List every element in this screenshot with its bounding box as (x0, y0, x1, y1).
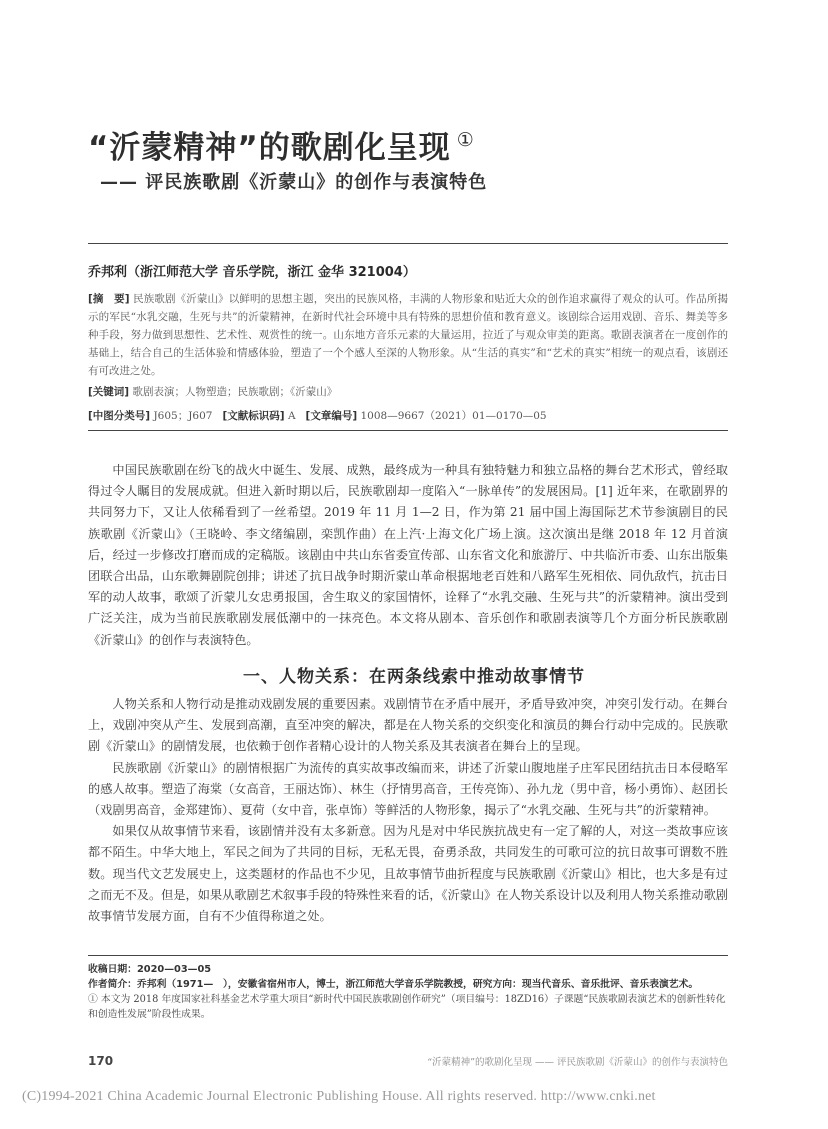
keywords-text: 歌剧表演；人物塑造；民族歌剧；《沂蒙山》 (132, 386, 338, 398)
section-body (88, 694, 728, 927)
header-divider (88, 243, 728, 244)
classification-line (88, 408, 728, 423)
author-line: 乔邦利（浙江师范大学 音乐学院，浙江 金华 321004） (88, 265, 416, 280)
footnote-divider (88, 955, 728, 956)
doc-code-label: [文献标识码] (222, 410, 285, 422)
intro-paragraph: 中国民族歌剧在纷飞的战火中诞生、发展、成熟，最终成为一种具有独特魅力和独立品格的舞台艺术形式，曾经取得过令人瞩目的发展成就。但进入新时期以后，民族歌剧却一度陷入“一脉单传”的发展困局。[1] 近年来，在歌剧界的共同努力下，又让人依稀看到了一丝希望。2019 年 11 月 1—2 日，作为第 21 届中国上海国际艺术节参演剧目的民族歌剧《沂蒙山》（王晓岭、李文绪编剧，栾凯作曲）在上汽·上海文化广场上演。这次演出是继 2018 年 12 月首演后，经过一步修改打磨而成的定稿版。该剧由中共山东省委宣传部、山东省文化和旅游厅、中共临沂市委、山东出版集团联合出品，山东歌舞剧院创排；讲述了抗日战争时期沂蒙山革命根据地老百姓和八路军生死相依、同仇敌忾，抗击日军的动人故事，歌颂了沂蒙儿女忠勇报国，舍生取义的家国情怀，诠释了“水乳交融、生死与共”的沂蒙精神。演出受到广泛关注，成为当前民族歌剧发展低潮中的一抹亮色。本文将从剧本、音乐创作和歌剧表演等几个方面分析民族歌剧《沂蒙山》的创作与表演特色。 (88, 463, 728, 647)
meta-divider (88, 430, 728, 431)
copyright-watermark: (C)1994-2021 China Academic Journal Electronic Publishing House. All rights reserved. http://www.cnki.net (22, 1089, 656, 1104)
title-footnote-mark: ① (456, 129, 475, 151)
article-subtitle: —— 评民族歌剧《沂蒙山》的创作与表演特色 (100, 172, 488, 193)
author-bio: 作者简介：乔邦利（1971— ），安徽省宿州市人，博士，浙江师范大学音乐学院教授，研究方向：现当代音乐、音乐批评、音乐表演艺术。 (88, 979, 699, 990)
section-paragraph: 人物关系和人物行动是推动戏剧发展的重要因素。戏剧情节在矛盾中展开，矛盾导致冲突，冲突引发行动。在舞台上，戏剧冲突从产生、发展到高潮，直至冲突的解决，都是在人物关系的交织变化和演员的舞台行动中完成的。民族歌剧《沂蒙山》的剧情发展，也依赖于创作者精心设计的人物关系及其表演者在舞台上的呈现。 (88, 697, 728, 754)
footnotes (88, 962, 728, 1022)
running-footer: “沂蒙精神”的歌剧化呈现 —— 评民族歌剧《沂蒙山》的创作与表演特色 (427, 1057, 728, 1068)
abstract (88, 290, 728, 380)
doc-code-value: A (287, 410, 296, 422)
clc-label: [中图分类号] (88, 410, 151, 422)
page-number: 170 (88, 1054, 114, 1068)
fund-note: ① 本文为 2018 年度国家社科基金艺术学重大项目“新时代中国民族歌剧创作研究”（项目编号：18ZD16）子课题“民族歌剧表演艺术的创新性转化和创造性发展”阶段性成果。 (88, 994, 726, 1020)
abstract-label: [摘 要] (88, 293, 130, 305)
section-heading: 一、人物关系：在两条线索中推动故事情节 (243, 667, 585, 687)
section-paragraph: 如果仅从故事情节来看，该剧情并没有太多新意。因为凡是对中华民族抗战史有一定了解的人，对这一类故事应该都不陌生。中华大地上，军民之间为了共同的目标，无私无畏，奋勇杀敌，共同发生的可歌可泣的抗日故事可谓数不胜数。现当代文艺发展史上，这类题材的作品也不少见，且故事情节曲折程度与民族歌剧《沂蒙山》相比，也大多是有过之而无不及。但是，如果从歌剧艺术叙事手段的特殊性来看的话，《沂蒙山》在人物关系设计以及利用人物关系推动歌剧故事情节发展方面，自有不少值得称道之处。 (88, 824, 728, 924)
abstract-text: 民族歌剧《沂蒙山》以鲜明的思想主题，突出的民族风格，丰满的人物形象和贴近大众的创作追求赢得了观众的认可。作品所揭示的军民“水乳交融，生死与共”的沂蒙精神，在新时代社会环境中具有特殊的思想价值和教育意义。该剧综合运用戏剧、音乐、舞美等多种手段，努力做到思想性、艺术性、观赏性的统一。山东地方音乐元素的大量运用，拉近了与观众审美的距离。歌剧表演者在一度创作的基础上，结合自己的生活体验和情感体验，塑造了一个个感人至深的人物形象。从“生活的真实”和“艺术的真实”相统一的观点看，该剧还有可改进之处。 (88, 293, 728, 377)
article-number-value: 1008—9667（2021）01—0170—05 (360, 410, 547, 422)
section-paragraph: 民族歌剧《沂蒙山》的剧情根据广为流传的真实故事改编而来，讲述了沂蒙山腹地崖子庄军民团结抗击日本侵略军的感人故事。塑造了海棠（女高音，王丽达饰）、林生（抒情男高音，王传亮饰）、孙九龙（男中音，杨小勇饰）、赵团长（戏剧男高音，金郑建饰）、夏荷（女中音，张卓饰）等鲜活的人物形象，揭示了“水乳交融、生死与共”的沂蒙精神。 (88, 760, 728, 818)
keywords-line (88, 384, 728, 399)
article-title (88, 122, 475, 167)
keywords-label: [关键词] (88, 386, 130, 398)
clc-value: J605；J607 (153, 410, 213, 422)
received-date: 收稿日期：2020—03—05 (88, 964, 212, 975)
article-number-label: [文章编号] (305, 410, 358, 422)
title-text: “沂蒙精神”的歌剧化呈现 (88, 130, 451, 166)
intro-section (88, 460, 728, 651)
